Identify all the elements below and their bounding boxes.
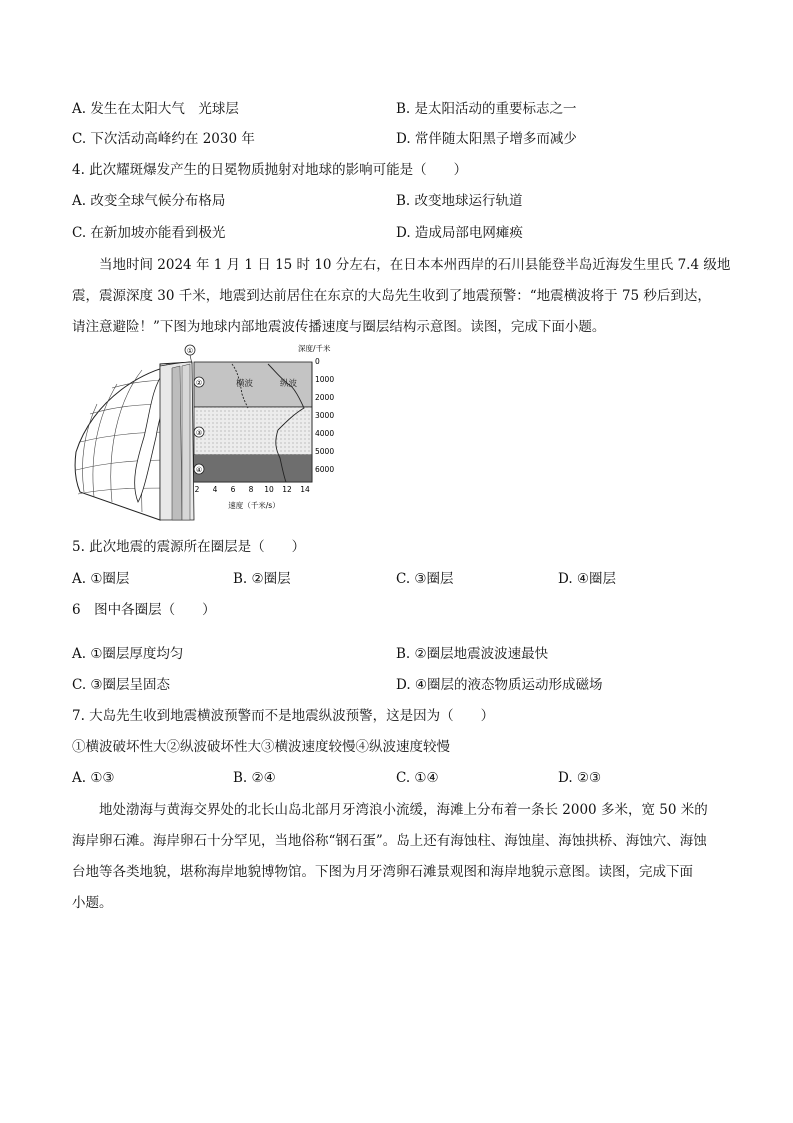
q4-option-b: B. 改变地球运行轨道 xyxy=(396,193,523,209)
speed-axis-label: 速度（千米/s） xyxy=(228,501,280,510)
globe-illustration xyxy=(75,362,194,520)
q6-option-d: D. ④圈层的液态物质运动形成磁场 xyxy=(396,677,603,693)
depth-tick: 1000 xyxy=(315,375,335,384)
layer-4-label: ④ xyxy=(195,466,203,474)
q5-stem: 5. 此次地震的震源所在圈层是（ ） xyxy=(72,539,306,555)
s-wave-label: 横波 xyxy=(236,379,254,389)
passage1-line2: 震，震源深度 30 千米，地震到达前居住在东京的大岛先生收到了地震预警：“地震横波将于 75 秒后到达， xyxy=(72,288,711,304)
depth-tick: 4000 xyxy=(315,429,335,438)
q4-option-c: C. 在新加坡亦能看到极光 xyxy=(72,225,226,241)
depth-tick: 6000 xyxy=(315,465,335,474)
q4-option-a: A. 改变全球气候分布格局 xyxy=(72,193,226,209)
speed-tick: 10 xyxy=(264,485,274,494)
q6-option-b: B. ②圈层地震波波速最快 xyxy=(396,646,549,662)
speed-tick: 2 xyxy=(194,485,200,494)
depth-tick: 5000 xyxy=(315,447,335,456)
passage2-line2: 海岸卵石滩。海岸卵石十分罕见，当地俗称“钢石蛋”。岛上还有海蚀柱、海蚀崖、海蚀拱桥、海蚀穴、海蚀 xyxy=(72,833,707,849)
passage1-line1: 当地时间 2024 年 1 月 1 日 15 时 10 分左右，在日本本州西岸的石川县能登半岛近海发生里氏 7.4 级地 xyxy=(99,257,731,273)
speed-tick: 14 xyxy=(300,485,310,494)
passage1-line3: 请注意避险！”下图为地球内部地震波传播速度与圈层结构示意图。读图，完成下面小题。 xyxy=(72,319,606,335)
q5-option-d: D. ④圈层 xyxy=(558,571,617,587)
passage2-line1: 地处渤海与黄海交界处的北长山岛北部月牙湾浪小流缓，海滩上分布着一条长 2000 多米，宽 50 米的 xyxy=(99,802,708,818)
layer-2-label: ② xyxy=(195,379,203,387)
q7-stem: 7. 大岛先生收到地震横波预警而不是地震纵波预警，这是因为（ ） xyxy=(72,708,495,724)
q5-option-b: B. ②圈层 xyxy=(233,571,291,587)
q6-option-c: C. ③圈层呈固态 xyxy=(72,677,171,693)
q7-option-b: B. ②④ xyxy=(233,770,276,786)
q3-option-b: B. 是太阳活动的重要标志之一 xyxy=(396,101,577,117)
q3-option-c: C. 下次活动高峰约在 2030 年 xyxy=(72,131,255,147)
layer-3-label: ③ xyxy=(195,429,203,437)
q4-option-d: D. 造成局部电网瘫痪 xyxy=(396,225,523,241)
q7-option-d: D. ②③ xyxy=(558,770,602,786)
depth-tick: 3000 xyxy=(315,411,335,420)
q7-option-c: C. ①④ xyxy=(396,770,439,786)
earth-interior-figure xyxy=(72,342,352,522)
passage2-line4: 小题。 xyxy=(72,895,113,911)
speed-tick: 12 xyxy=(282,485,292,494)
speed-tick: 8 xyxy=(248,485,254,494)
passage2-line3: 台地等各类地貌，堪称海岸地貌博物馆。下图为月牙湾卵石滩景观图和海岸地貌示意图。读图，完成下面 xyxy=(72,864,693,880)
depth-tick: 0 xyxy=(315,357,320,366)
q5-option-a: A. ①圈层 xyxy=(72,571,130,587)
layer-1-label: ① xyxy=(186,347,194,355)
depth-tick: 2000 xyxy=(315,393,335,402)
q7-option-a: A. ①③ xyxy=(72,770,115,786)
p-wave-label: 纵波 xyxy=(280,379,298,389)
q4-stem: 4. 此次耀斑爆发产生的日冕物质抛射对地球的影响可能是（ ） xyxy=(72,162,468,178)
q3-option-d: D. 常伴随太阳黑子增多而减少 xyxy=(396,131,577,147)
q6-stem: 6 图中各圈层（ ） xyxy=(72,602,216,618)
speed-tick: 6 xyxy=(230,485,236,494)
q7-statements: ①横波破坏性大②纵波破坏性大③横波速度较慢④纵波速度较慢 xyxy=(72,739,450,755)
speed-tick: 4 xyxy=(212,485,218,494)
q3-option-a: A. 发生在太阳大气 光球层 xyxy=(72,101,239,117)
q6-option-a: A. ①圈层厚度均匀 xyxy=(72,646,184,662)
q5-option-c: C. ③圈层 xyxy=(396,571,454,587)
depth-axis-title: 深度/千米 xyxy=(298,344,331,353)
